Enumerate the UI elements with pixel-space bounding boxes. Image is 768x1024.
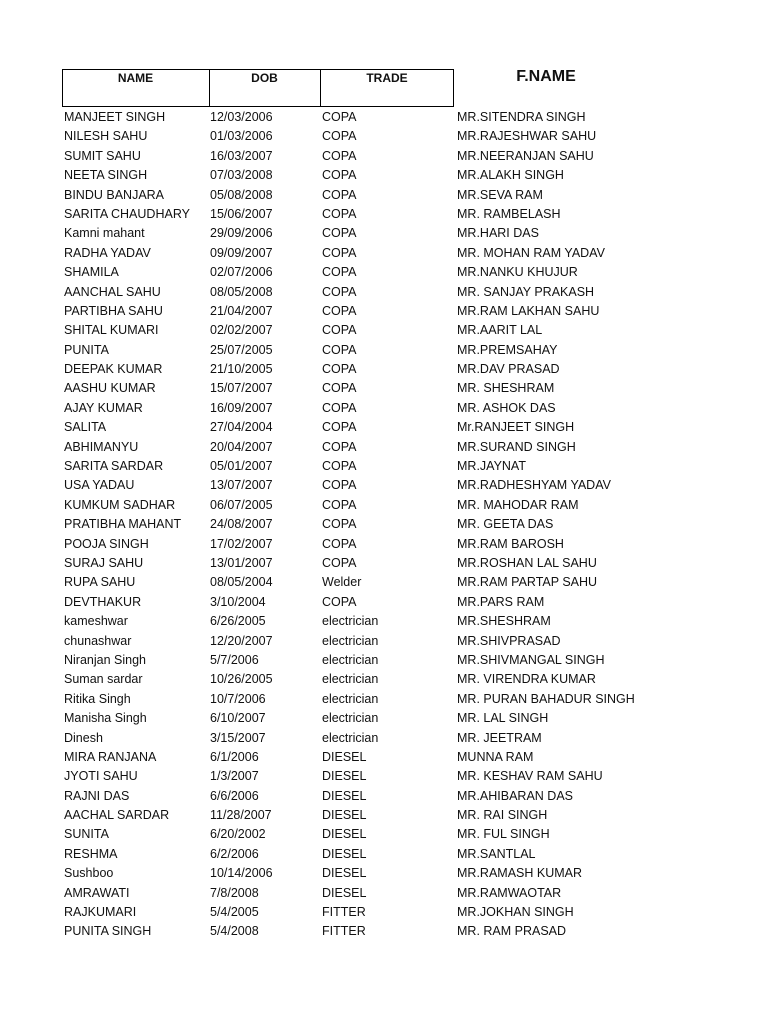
cell-trade: electrician [322,711,379,726]
cell-name: KUMKUM SADHAR [64,497,176,512]
cell-name: Ritika Singh [64,691,131,706]
cell-name: AACHAL SARDAR [64,808,170,823]
cell-trade: COPA [322,439,357,454]
cell-trade: DIESEL [322,885,367,900]
cell-name: PARTIBHA SAHU [64,303,163,318]
table-row [0,536,768,555]
table-row [0,264,768,283]
cell-trade: DIESEL [322,788,367,803]
cell-dob: 5/4/2005 [210,905,259,920]
table-row [0,497,768,516]
cell-trade: COPA [322,497,357,512]
table-row [0,633,768,652]
cell-name: Kamni mahant [64,226,145,241]
cell-dob: 6/2/2006 [210,846,259,861]
cell-dob: 15/06/2007 [210,206,273,221]
cell-dob: 29/09/2006 [210,226,273,241]
cell-name: Niranjan Singh [64,652,146,667]
table-row [0,187,768,206]
cell-fname: MR.PARS RAM [457,594,545,609]
cell-dob: 02/07/2006 [210,265,273,280]
cell-trade: COPA [322,459,357,474]
cell-trade: COPA [322,303,357,318]
cell-dob: 10/26/2005 [210,672,273,687]
cell-fname: MR. JEETRAM [457,730,542,745]
table-row [0,652,768,671]
cell-fname: MR. RAM PRASAD [457,924,567,939]
cell-fname: MR. FUL SINGH [457,827,550,842]
cell-trade: COPA [322,168,357,183]
cell-fname: MR.ROSHAN LAL SAHU [457,555,597,570]
cell-trade: COPA [322,129,357,144]
cell-trade: COPA [322,536,357,551]
cell-name: SARITA CHAUDHARY [64,206,190,221]
cell-fname: MR.PREMSAHAY [457,342,558,357]
cell-fname: MR.AARIT LAL [457,323,543,338]
cell-fname: MR.JAYNAT [457,459,526,474]
cell-name: kameshwar [64,614,128,629]
cell-fname: MR.NEERANJAN SAHU [457,148,594,163]
cell-name: AMRAWATI [64,885,130,900]
cell-name: DEVTHAKUR [64,594,142,609]
cell-name: PUNITA SINGH [64,924,152,939]
cell-fname: MR. SANJAY PRAKASH [457,284,595,299]
cell-trade: DIESEL [322,827,367,842]
cell-fname: MR. ASHOK DAS [457,400,556,415]
cell-fname: MR. RAI SINGH [457,808,548,823]
table-row [0,788,768,807]
cell-fname: MR. KESHAV RAM SAHU [457,769,603,784]
cell-name: MANJEET SINGH [64,110,166,124]
cell-trade: COPA [322,478,357,493]
cell-dob: 12/03/2006 [210,110,273,124]
cell-dob: 01/03/2006 [210,129,273,144]
table-row [0,148,768,167]
table-row [0,865,768,884]
cell-name: JYOTI SAHU [64,769,138,784]
table-row [0,904,768,923]
table-row [0,477,768,496]
cell-name: Manisha Singh [64,711,147,726]
cell-fname: MR. MOHAN RAM YADAV [457,245,605,260]
cell-name: RADHA YADAV [64,245,151,260]
table-row [0,730,768,749]
cell-name: SALITA [64,420,107,435]
cell-trade: COPA [322,110,357,124]
cell-trade: electrician [322,672,379,687]
cell-name: ABHIMANYU [64,439,139,454]
cell-trade: COPA [322,148,357,163]
cell-trade: FITTER [322,924,366,939]
cell-dob: 21/04/2007 [210,303,273,318]
data-rows [0,109,768,943]
cell-fname: MR. MAHODAR RAM [457,497,579,512]
cell-dob: 5/4/2008 [210,924,259,939]
cell-dob: 12/20/2007 [210,633,273,648]
table-row [0,206,768,225]
cell-dob: 24/08/2007 [210,517,273,532]
table-row [0,885,768,904]
cell-fname: MR.RAMASH KUMAR [457,866,583,881]
cell-fname: MR. PURAN BAHADUR SINGH [457,691,635,706]
cell-fname: MR.SANTLAL [457,846,536,861]
cell-trade: COPA [322,381,357,396]
cell-name: AANCHAL SAHU [64,284,161,299]
cell-trade: COPA [322,323,357,338]
cell-dob: 08/05/2004 [210,575,273,590]
cell-fname: MR. SHESHRAM [457,381,555,396]
header-fname: F.NAME [516,68,576,85]
cell-trade: DIESEL [322,769,367,784]
cell-trade: COPA [322,245,357,260]
cell-dob: 05/01/2007 [210,459,273,474]
table-row [0,303,768,322]
cell-name: Dinesh [64,730,103,745]
cell-dob: 21/10/2005 [210,362,273,377]
cell-trade: electrician [322,652,379,667]
table-row [0,342,768,361]
cell-trade: COPA [322,362,357,377]
table-row [0,923,768,942]
cell-trade: COPA [322,400,357,415]
cell-name: RAJNI DAS [64,788,130,803]
cell-name: POOJA SINGH [64,536,149,551]
table-row [0,380,768,399]
table-row [0,167,768,186]
cell-fname: MR. LAL SINGH [457,711,549,726]
cell-name: SHAMILA [64,265,119,280]
cell-fname: MR.RAM BAROSH [457,536,564,551]
header-trade: TRADE [366,71,408,85]
cell-trade: DIESEL [322,846,367,861]
cell-name: NEETA SINGH [64,168,148,183]
table-row [0,361,768,380]
table-row [0,846,768,865]
cell-dob: 27/04/2004 [210,420,273,435]
cell-dob: 6/1/2006 [210,749,259,764]
cell-dob: 11/28/2007 [210,808,272,823]
cell-name: Sushboo [64,866,114,881]
cell-name: RESHMA [64,846,118,861]
table-row [0,322,768,341]
cell-dob: 16/03/2007 [210,148,273,163]
cell-trade: COPA [322,187,357,202]
cell-fname: MR.RAM LAKHAN SAHU [457,303,600,318]
cell-fname: MR. RAMBELASH [457,206,561,221]
cell-dob: 6/10/2007 [210,711,266,726]
header-dob: DOB [251,71,278,85]
cell-trade: COPA [322,420,357,435]
cell-dob: 3/15/2007 [210,730,266,745]
cell-dob: 20/04/2007 [210,439,273,454]
cell-dob: 07/03/2008 [210,168,273,183]
table-row [0,594,768,613]
table-row [0,826,768,845]
cell-fname: MR.SURAND SINGH [457,439,576,454]
cell-fname: MR.RAJESHWAR SAHU [457,129,597,144]
cell-fname: MR.HARI DAS [457,226,539,241]
cell-name: SHITAL KUMARI [64,323,159,338]
cell-trade: DIESEL [322,866,367,881]
table-row [0,768,768,787]
table-row [0,574,768,593]
cell-trade: COPA [322,265,357,280]
table-row [0,284,768,303]
cell-name: PUNITA [64,342,109,357]
cell-name: PRATIBHA MAHANT [64,517,182,532]
cell-dob: 6/20/2002 [210,827,266,842]
table-row [0,555,768,574]
cell-name: AASHU KUMAR [64,381,156,396]
cell-dob: 10/7/2006 [210,691,266,706]
table-row [0,807,768,826]
cell-trade: DIESEL [322,749,367,764]
table-row [0,109,768,128]
cell-fname: MUNNA RAM [457,749,534,764]
cell-dob: 05/08/2008 [210,187,273,202]
cell-name: SARITA SARDAR [64,459,164,474]
cell-dob: 16/09/2007 [210,400,273,415]
cell-fname: MR.AHIBARAN DAS [457,788,573,803]
cell-dob: 5/7/2006 [210,652,259,667]
header-name: NAME [117,71,154,85]
table-row [0,710,768,729]
cell-dob: 02/02/2007 [210,323,273,338]
cell-fname: MR.ALAKH SINGH [457,168,564,183]
cell-dob: 13/07/2007 [210,478,273,493]
table-row [0,613,768,632]
cell-name: BINDU BANJARA [64,187,165,202]
cell-dob: 06/07/2005 [210,497,273,512]
cell-dob: 3/10/2004 [210,594,266,609]
cell-dob: 6/6/2006 [210,788,259,803]
cell-trade: COPA [322,517,357,532]
cell-trade: FITTER [322,905,366,920]
cell-trade: COPA [322,226,357,241]
cell-trade: COPA [322,206,357,221]
cell-trade: electrician [322,633,379,648]
cell-dob: 09/09/2007 [210,245,273,260]
cell-trade: electrician [322,614,379,629]
cell-dob: 25/07/2005 [210,342,273,357]
cell-fname: MR.DAV PRASAD [457,362,560,377]
cell-dob: 7/8/2008 [210,885,259,900]
cell-name: SUNITA [64,827,109,842]
cell-dob: 08/05/2008 [210,284,273,299]
table-row [0,458,768,477]
cell-name: NILESH SAHU [64,129,148,144]
cell-name: RAJKUMARI [64,905,137,920]
table-row [0,749,768,768]
cell-trade: electrician [322,730,379,745]
cell-name: RUPA SAHU [64,575,136,590]
cell-trade: Welder [322,575,362,590]
cell-fname: MR. GEETA DAS [457,517,554,532]
table-row [0,419,768,438]
table-row [0,245,768,264]
cell-fname: Mr.RANJEET SINGH [457,420,575,435]
cell-trade: DIESEL [322,808,367,823]
cell-fname: MR.SHIVMANGAL SINGH [457,652,605,667]
cell-fname: MR.SHIVPRASAD [457,633,561,648]
cell-trade: COPA [322,342,357,357]
cell-trade: COPA [322,555,357,570]
table-row [0,691,768,710]
cell-dob: 15/07/2007 [210,381,273,396]
cell-dob: 1/3/2007 [210,769,259,784]
cell-name: SURAJ SAHU [64,555,144,570]
cell-name: USA YADAU [64,478,135,493]
table-row [0,516,768,535]
table-row [0,225,768,244]
table-row [0,128,768,147]
cell-fname: MR.SITENDRA SINGH [457,110,586,124]
cell-fname: MR.RADHESHYAM YADAV [457,478,611,493]
cell-fname: MR. VIRENDRA KUMAR [457,672,596,687]
cell-dob: 6/26/2005 [210,614,266,629]
cell-fname: MR.SEVA RAM [457,187,543,202]
cell-dob: 17/02/2007 [210,536,273,551]
table-row [0,400,768,419]
cell-fname: MR.RAMWAOTAR [457,885,562,900]
table-row [0,439,768,458]
cell-fname: MR.RAM PARTAP SAHU [457,575,598,590]
cell-dob: 10/14/2006 [210,866,273,881]
cell-name: chunashwar [64,633,132,648]
cell-trade: COPA [322,594,357,609]
cell-name: DEEPAK KUMAR [64,362,163,377]
cell-name: Suman sardar [64,672,143,687]
cell-trade: electrician [322,691,379,706]
cell-trade: COPA [322,284,357,299]
cell-name: SUMIT SAHU [64,148,141,163]
table-row [0,671,768,690]
cell-fname: MR.JOKHAN SINGH [457,905,574,920]
cell-fname: MR.SHESHRAM [457,614,551,629]
cell-fname: MR.NANKU KHUJUR [457,265,578,280]
cell-name: AJAY KUMAR [64,400,143,415]
cell-name: MIRA RANJANA [64,749,157,764]
cell-dob: 13/01/2007 [210,555,273,570]
